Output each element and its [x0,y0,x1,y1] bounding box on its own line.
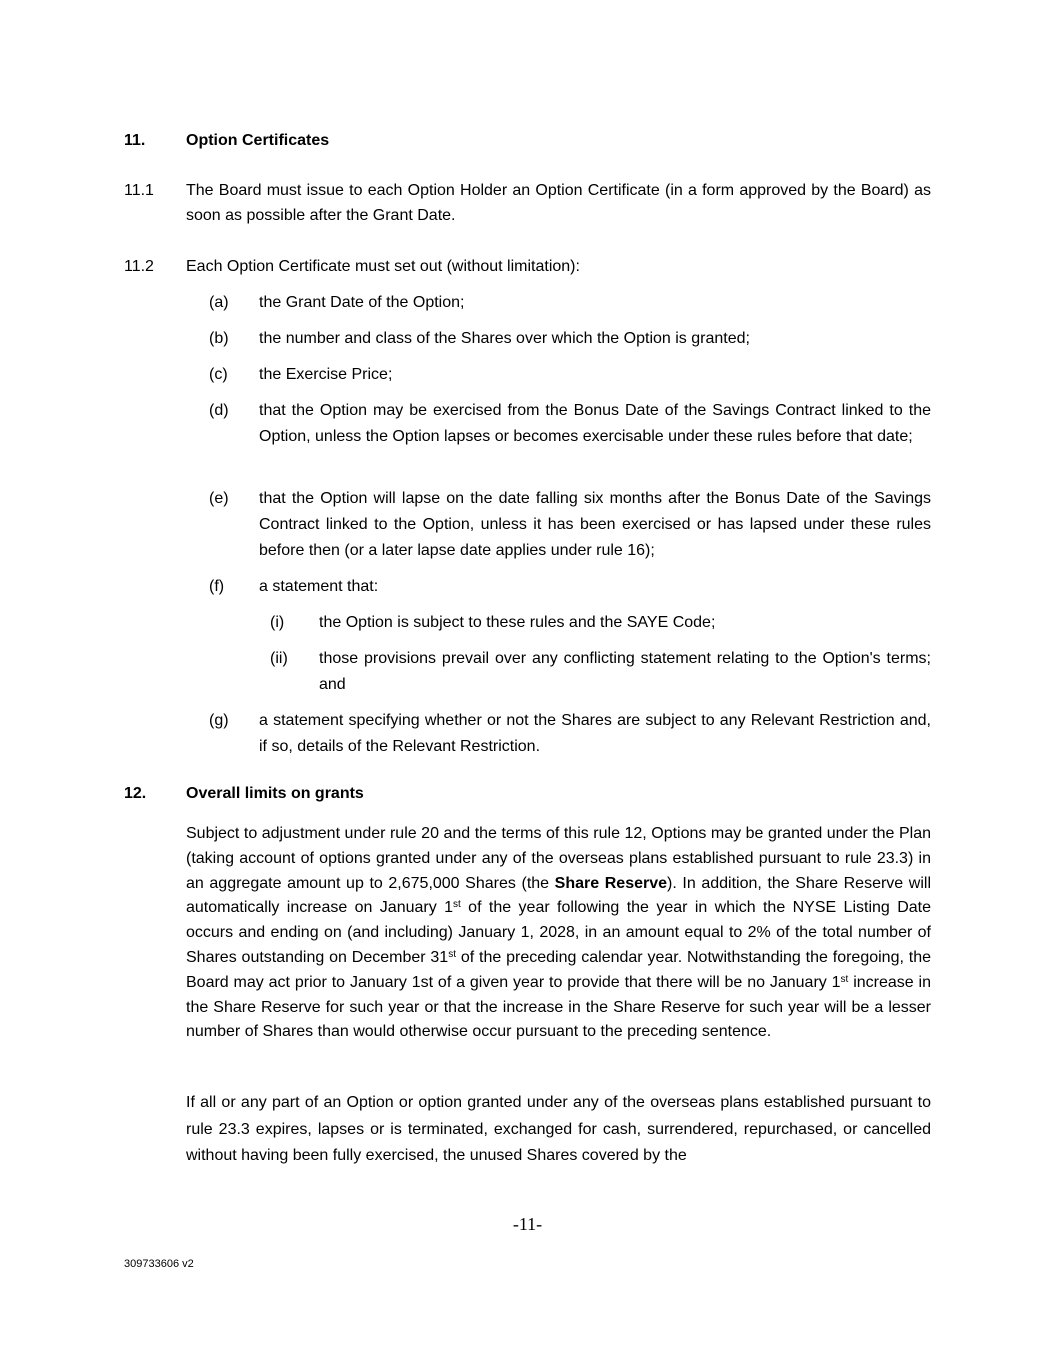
defined-term: Share Reserve [554,874,668,892]
item-label: (g) [209,712,229,729]
section-title: Option Certificates [186,132,330,149]
clause-11-2 [124,254,931,279]
item-label: (e) [209,490,229,507]
item-label: (c) [209,366,228,383]
item-label: (d) [209,402,229,419]
sub-list-item [270,610,931,636]
section-number: 11. [124,132,146,149]
item-label: (f) [209,578,225,595]
superscript: st [453,899,461,911]
item-label: (a) [209,294,229,311]
subitem-text: the Option is subject to these rules and the SAYE Code; [319,614,716,631]
subitem-label: (i) [270,614,285,631]
clause-number: 11.1 [124,182,154,199]
list-item [209,398,931,450]
clause-11-1 [124,178,931,228]
item-label: (b) [209,330,229,347]
section-number: 12. [124,785,147,802]
text-run: of the year following the year in which the NYSE Listing Date occurs and ending on (and including) January 1, 2028, in an amount equal to 2% of the total number of Shares outstanding on December 31 [186,899,931,966]
clause-text: The Board must issue to each Option Holder an Option Certificate (in a form approved by the Board) as soon as possible after the Grant Date. [186,182,931,224]
item-text: a statement specifying whether or not the Shares are subject to any Relevant Restriction and, if so, details of the Relevant Restriction. [259,712,931,755]
list-item [209,326,931,352]
list-item [209,708,931,760]
subitem-text: those provisions prevail over any conflicting statement relating to the Option's terms; and [319,650,931,693]
sub-list-item [270,646,931,698]
clause-text: Each Option Certificate must set out (without limitation): [186,258,580,275]
item-text: that the Option will lapse on the date falling six months after the Bonus Date of the Savings Contract linked to the Option, unless it has been exercised or has lapsed under these rules before then (or a later lapse date applies under rule 16); [259,490,931,559]
list-item [209,362,931,388]
list-item [209,290,931,316]
item-text: the number and class of the Shares over which the Option is granted; [259,330,750,347]
item-text: that the Option may be exercised from the Bonus Date of the Savings Contract linked to the Option, unless the Option lapses or becomes exercisable under these rules before that date; [259,402,931,445]
text-run: of the preceding calendar year. Notwithstanding the foregoing, the Board may act prior to January 1st of a given year to provide that there will be no January 1 [186,948,932,991]
superscript: st [448,948,456,960]
page-number: -11- [512,1214,543,1234]
item-text: the Exercise Price; [259,366,393,383]
section-12-paragraph-2: If all or any part of an Option or option granted under any of the overseas plans established pursuant to rule 23.3 expires, lapses or is terminated, exchanged for cash, surrendered, repurchased, or cancelled without having been fully exercised, the unused Shares covered by the [186,1094,931,1164]
section-title: Overall limits on grants [186,785,364,802]
subitem-label: (ii) [270,650,288,667]
clause-number: 11.2 [124,258,154,275]
text-run: increase in the Share Reserve for such year or that the increase in the Share Reserve for such year will be a lesser number of Shares than would otherwise occur pursuant to the preceding sentence. [186,973,931,1041]
document-id: 309733606 v2 [124,1258,194,1270]
list-item [209,486,931,564]
superscript: st [840,973,849,985]
list-item [209,574,931,600]
item-text: the Grant Date of the Option; [259,294,465,311]
section-12-paragraph-1 [186,822,931,1045]
item-text: a statement that: [259,578,379,595]
text-run: ). In addition, the Share Reserve will automatically increase on January 1 [186,874,932,917]
text-run: Subject to adjustment under rule 20 and the terms of this rule 12, Options may be granted under the Plan (taking account of options granted under any of the overseas plans established pursuant to rule 23.3) in an aggregate amount up to 2,675,000 Shares (the [186,825,931,892]
